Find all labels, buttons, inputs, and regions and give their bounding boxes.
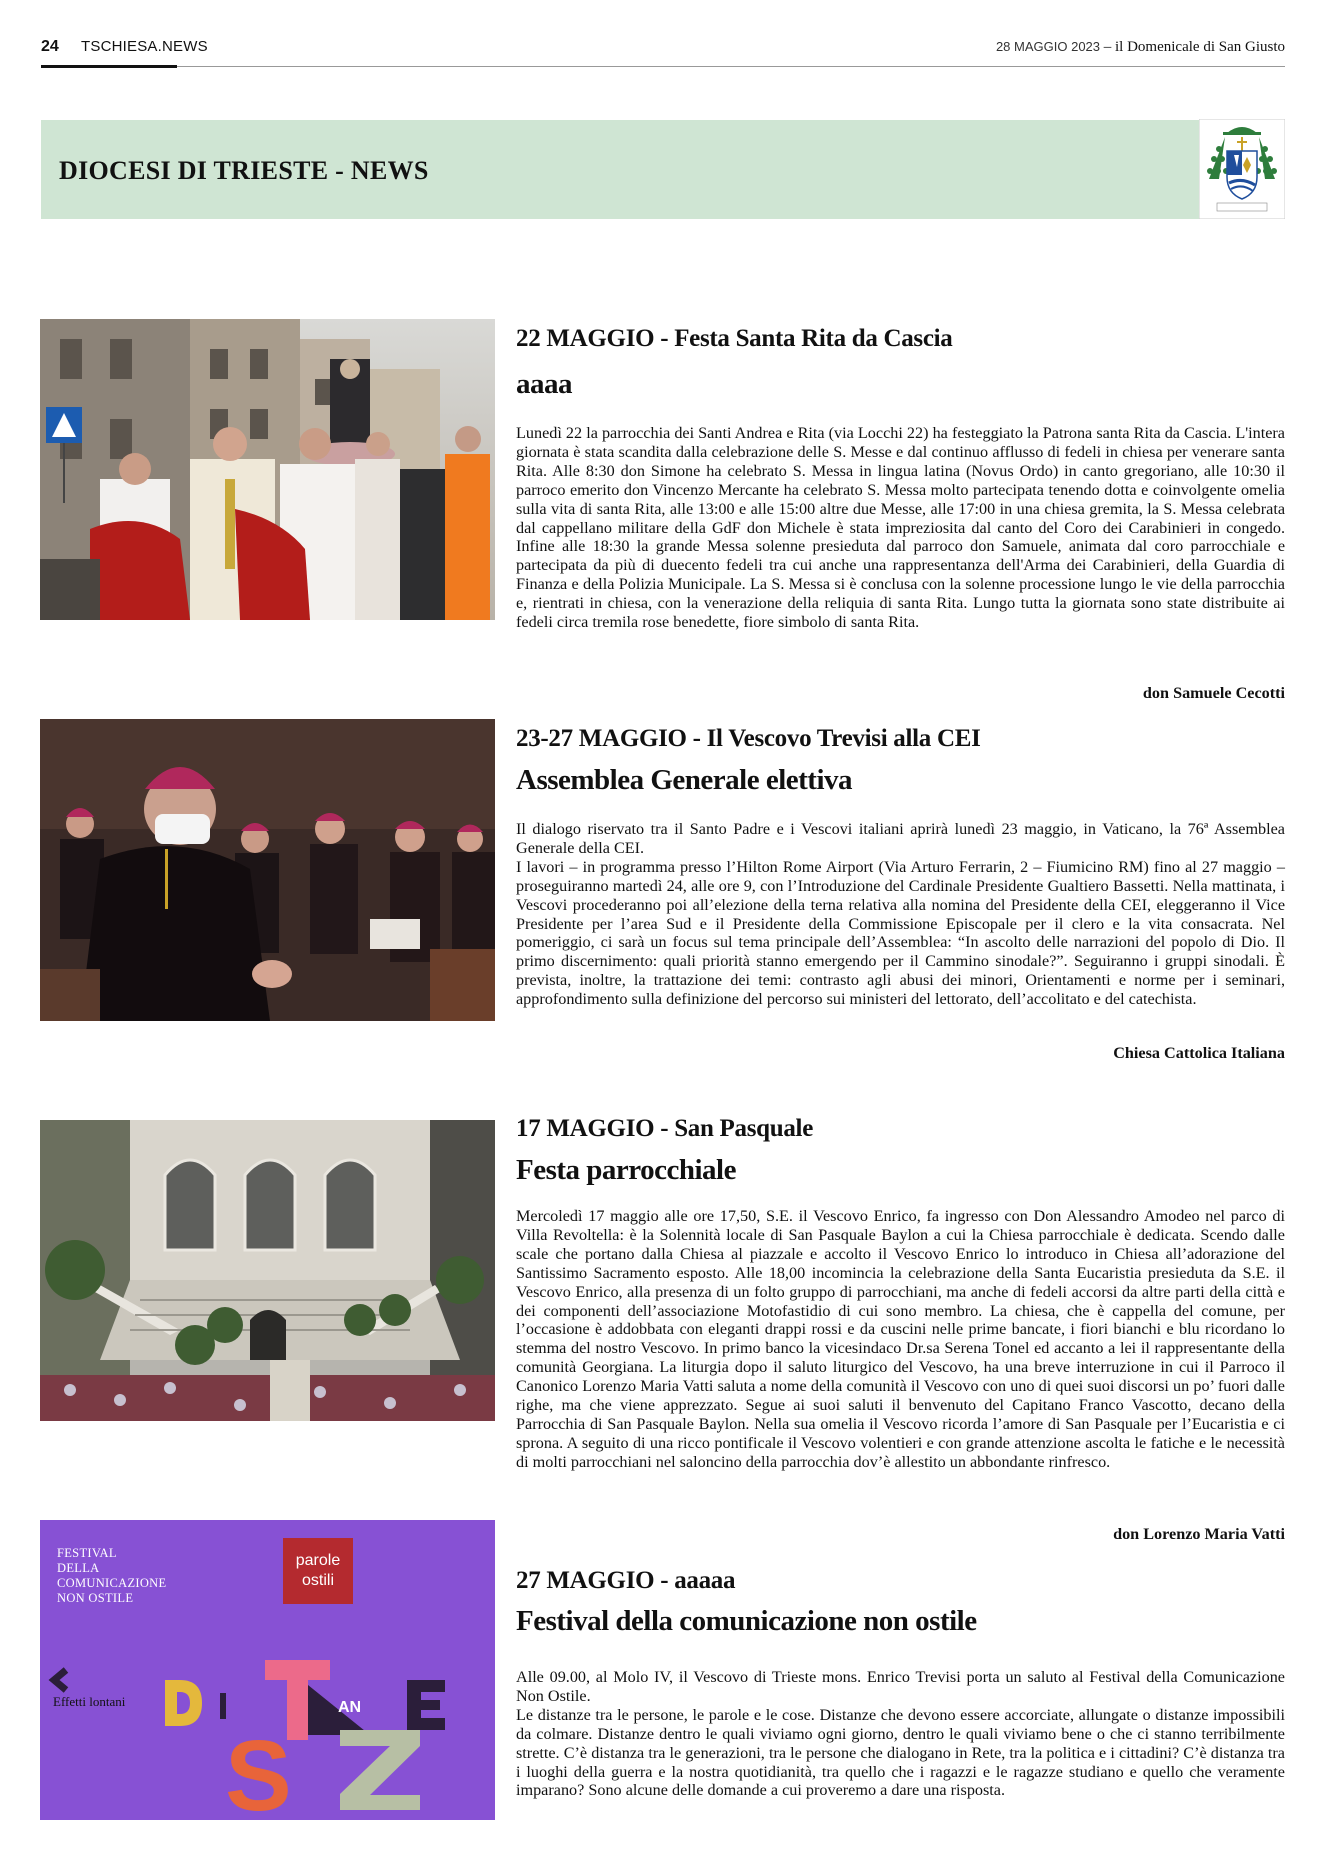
article-3-paragraph: Mercoledì 17 maggio alle ore 17,50, S.E. il Vescovo Enrico, fa ingresso con Don Alessandro Amodeo nel parco di Villa Revoltella: è la Solennità locale di San Pasquale Baylon a cui la Chiesa parrocchiale è dedicata. Scendo dalle scale che portano dalla Chiesa al piazzale e accolto il Vescovo Enrico lo introduco in Chiesa all’adorazione del Santissimo Sacramento esposto. Alle 18,00 incomincia la celebrazione della Santa Eucaristia presieduta da S.E. il Vescovo Enrico, alla presenza di un folto gruppo di parrocchiani, ma anche di fedeli accorsi da altre parti della città e dei componenti dell’associazione Motofastidio di cui sono membro. La chiesa, che è cappella del comune, per l’occasione è addobbata con eleganti drappi rossi e da cuscini nelle prime bancate, i fiori bianchi e blu ricordano lo stemma del nostro Vescovo. In primo banco la vicesindaco Dr.sa Serena Tonel ed accanto a lei il rappresentante della comunità Georgiana. La liturgia dopo il saluto liturgico del Vescovo, ha una breve interruzione in cui il Parroco il Canonico Lorenzo Maria Vatti saluta a nome della comunità il Vescovo con uno di quei suoi discorsi un po’ fuori dalle righe, ma che viene apprezzato. Segue ai suoi saluti il benvenuto del Capitano Franco Vascotto, decano della Parrocchia di San Pasquale Baylon. Nella sua omelia il Vescovo ricorda l’amore di San Pasquale per l’Eucaristia e ci sprona. A seguito di una ricco pontificale il Vescovo volentieri e con grande attenzione ascolta le fatiche e le necessità di molti parrocchiani nel saloncino della parrocchia dov’è allestito un abbondante rinfresco. bbox=[516, 1207, 1285, 1471]
coat-of-arms-icon bbox=[1199, 119, 1285, 219]
article-2-signature: Chiesa Cattolica Italiana bbox=[1113, 1044, 1285, 1062]
publication-name: il Domenicale di San Giusto bbox=[1115, 39, 1285, 55]
festival-poster bbox=[40, 1520, 495, 1820]
poster-line: NON OSTILE bbox=[57, 1591, 134, 1605]
site-name[interactable]: TSCHIESA.NEWS bbox=[81, 38, 208, 55]
issue-date-line bbox=[996, 39, 1285, 56]
article-3-date-title: 17 MAGGIO - San Pasquale bbox=[516, 1115, 813, 1142]
header-rule bbox=[41, 66, 1285, 67]
article-4-body bbox=[516, 1668, 1285, 1800]
poster-line: FESTIVAL bbox=[57, 1546, 117, 1560]
article-2-subtitle: Assemblea Generale elettiva bbox=[516, 764, 853, 796]
article-4-subtitle: Festival della comunicazione non ostile bbox=[516, 1605, 977, 1637]
article-3-signature: don Lorenzo Maria Vatti bbox=[1113, 1525, 1285, 1543]
logo-line-1: parole bbox=[295, 1552, 341, 1569]
page-number: 24 bbox=[41, 38, 59, 55]
section-title: DIOCESI DI TRIESTE - NEWS bbox=[59, 156, 429, 185]
article-1-body bbox=[516, 424, 1285, 632]
article-2-body bbox=[516, 820, 1285, 1009]
photo-cei-bishops-assembly bbox=[40, 719, 495, 1021]
poster-tagline: Effetti lontani bbox=[53, 1694, 126, 1709]
header-rule-accent bbox=[41, 65, 177, 68]
article-3-body bbox=[516, 1207, 1285, 1472]
article-1-paragraph: Lunedì 22 la parrocchia dei Santi Andrea e Rita (via Locchi 22) ha festeggiato la Patrona santa Rita da Cascia. L'intera giornata è stata scandita dalla celebrazione delle S. Messe e dal continuo afflusso di fedeli in chiesa per venerare santa Rita. Alle 8:30 don Simone ha celebrato S. Messa in lingua latina (Novus Ordo) in canto gregoriano, alle 10:30 il parroco emerito don Vincenzo Mercante ha celebrato S. Messa molto partecipata tenendo dotta e coinvolgente omelia sulla vita di santa Rita, alle 13:00 e alle 15:00 altre due Messe, alle 17:00 in una chiesa gremita, la S. Messa celebrata dal cappellano militare della GdF don Michele è stata impreziosita dal canto del Coro dei Carabinieri in congedo. Infine alle 18:30 la grande Messa solenne presieduta dal parroco don Samuele, animata dal coro parrocchiale e partecipata da più di duecento fedeli tra cui anche una rappresentanza dell'Arma dei Carabinieri, della Guardia di Finanza e della Polizia Municipale. La S. Messa si è conclusa con la solenne processione lungo le vie della parrocchia e, rientrati in chiesa, con la venerazione della reliquia di santa Rita. Lungo tutta la giornata sono state distribuite ai fedeli circa tremila rose benedette, fiore simbolo di santa Rita. bbox=[516, 424, 1285, 632]
photo-santa-rita-procession bbox=[40, 319, 495, 620]
article-2-paragraph: I lavori – in programma presso l’Hilton Rome Airport (Via Arturo Ferrarin, 2 – Fiumicino RM) fino al 27 maggio – proseguiranno martedì 24, alle ore 9, con l’Introduzione del Cardinale Presidente Gualtiero Bassetti. Nella mattinata, i Vescovi procederanno poi all’elezione della terna relativa alla nomina del Presidente della CEI, eleggeranno il Vice Presidente per l’area Sud e il Presidente della Commissione Episcopale per il clero e la vita consacrata. Nel pomeriggio, ci sarà un focus sul tema principale dell’Assemblea: “In ascolto delle narrazioni del popolo di Dio. Il primo discernimento: quali priorità stanno emergendo per il Cammino sinodale?”. Seguiranno i gruppi sinodali. È prevista, inoltre, la trattazione dei temi: contrasto agli abusi dei minori, Orientamenti e norme per i seminari, approfondimento sulla definizione del percorso sui ministeri del lettorato, dell’accolitato e del catechista. bbox=[516, 857, 1285, 1009]
poster-line: DELLA bbox=[57, 1561, 100, 1575]
article-1-subtitle: aaaa bbox=[516, 368, 572, 400]
article-1-signature: don Samuele Cecotti bbox=[1142, 684, 1285, 702]
article-1-date-title: 22 MAGGIO - Festa Santa Rita da Cascia bbox=[516, 325, 953, 352]
svg-text:AN: AN bbox=[338, 1699, 362, 1716]
issue-date: 28 MAGGIO 2023 bbox=[995, 39, 1101, 54]
article-4-date-title: 27 MAGGIO - aaaaa bbox=[516, 1567, 736, 1594]
article-2-date-title: 23-27 MAGGIO - Il Vescovo Trevisi alla CEI bbox=[516, 725, 981, 752]
date-separator: – bbox=[1100, 39, 1116, 55]
logo-line-2: ostili bbox=[301, 1572, 334, 1589]
article-4-paragraph: Le distanze tra le persone, le parole e le cose. Distanze che devono essere accorciate, allungate o distanze impossibili da colmare. Distanze dentro le quali viviamo ogni giorno, dentro le quali viviamo bene o che ci stanno terribilmente strette. C’è distanza tra le generazioni, tra le persone che dialogano in Rete, tra la politica e i cittadini? C’è distanza tra i luoghi della guerra e la nostra quotidianità, tra quello che i ragazzi e le ragazze studiano e quello che veramente imparano? Sono alcune delle domande a cui proveremo a dare una risposta. bbox=[516, 1705, 1285, 1800]
svg-text:S: S bbox=[225, 1720, 292, 1820]
article-3-subtitle: Festa parrocchiale bbox=[516, 1154, 736, 1186]
photo-san-pasquale-church bbox=[40, 1120, 495, 1421]
article-2-paragraph: Il dialogo riservato tra il Santo Padre e i Vescovi italiani aprirà lunedì 23 maggio, in Vaticano, la 76ª Assemblea Generale della CEI. bbox=[516, 820, 1285, 857]
distanze-lettering-icon bbox=[40, 1520, 495, 1820]
article-4-paragraph: Alle 09.00, al Molo IV, il Vescovo di Trieste mons. Enrico Trevisi porta un saluto al Festival della Comunicazione Non Ostile. bbox=[516, 1668, 1285, 1705]
poster-line: COMUNICAZIONE bbox=[57, 1576, 167, 1590]
